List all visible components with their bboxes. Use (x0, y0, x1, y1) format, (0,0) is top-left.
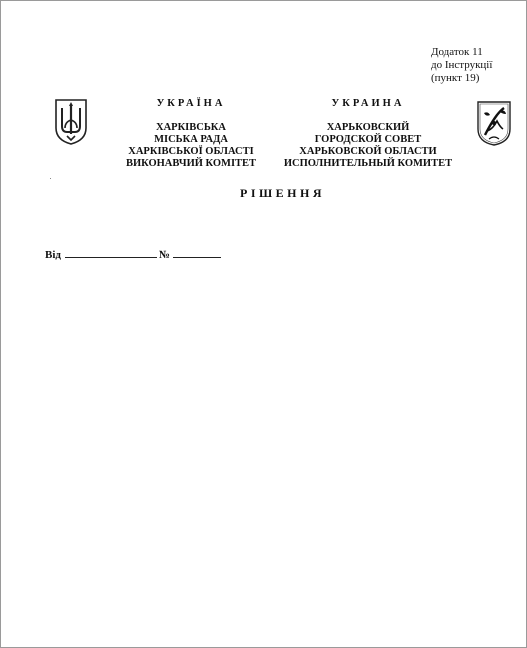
org-ua-line-2: МІСЬКА РАДА (154, 134, 228, 145)
country-name-ua: УКРАЇНА (156, 98, 226, 109)
org-ua-line-1: ХАРКІВСЬКА (155, 122, 226, 133)
appendix-note (431, 46, 492, 85)
org-ua-line-3: ХАРКІВСЬКОЇ ОБЛАСТІ (128, 146, 254, 157)
date-label: Від (45, 249, 61, 261)
country-name-ru: УКРАИНА (331, 98, 405, 109)
document-title: РІШЕННЯ (239, 186, 325, 200)
org-ru-line-1: ХАРЬКОВСКИЙ (326, 122, 410, 133)
appendix-line-1: Додаток 11 (431, 46, 483, 58)
number-label: № (158, 249, 171, 261)
scan-speck (50, 178, 51, 179)
org-ru-line-4: ИСПОЛНИТЕЛЬНЫЙ КОМИТЕТ (283, 158, 453, 169)
date-blank-field (65, 249, 157, 258)
header-ukrainian (111, 98, 271, 170)
date-number-line (45, 249, 221, 261)
org-ru-line-3: ХАРЬКОВСКОЙ ОБЛАСТИ (299, 146, 437, 157)
number-blank-field (173, 249, 221, 258)
appendix-line-2: до Інструкції (431, 59, 493, 71)
appendix-line-3: (пункт 19) (431, 72, 480, 84)
kharkiv-coat-of-arms-icon (475, 99, 513, 147)
ukraine-coat-of-arms-icon (54, 98, 88, 146)
header-russian (273, 98, 463, 170)
org-ua-line-4: ВИКОНАВЧИЙ КОМІТЕТ (125, 158, 257, 169)
org-ru-line-2: ГОРОДСКОЙ СОВЕТ (314, 134, 422, 145)
